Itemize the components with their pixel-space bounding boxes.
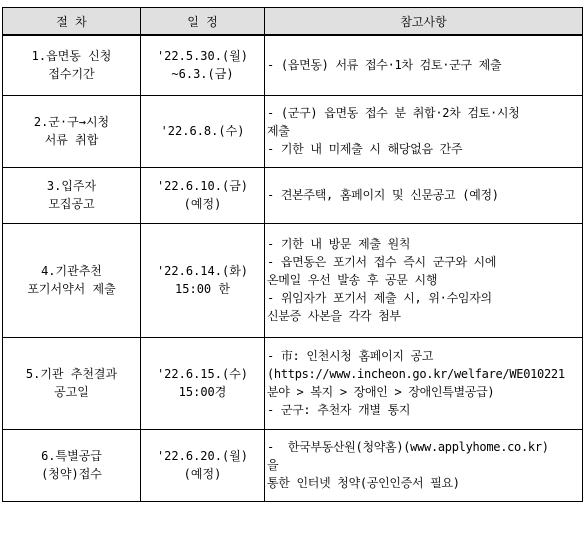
table-row — [3, 35, 583, 95]
date-cell-line: '22.6.10.(금) — [156, 179, 249, 193]
header-step: 절 차 — [3, 8, 141, 36]
step-cell — [3, 429, 141, 501]
step-cell-line: 접수기간 — [48, 67, 95, 82]
step-cell — [3, 35, 141, 95]
date-cell-line: '22.6.14.(화) — [156, 264, 249, 278]
notes-cell-line: (https://www.incheon.go.kr/welfare/WE010221 — [267, 367, 565, 381]
date-cell — [141, 429, 265, 501]
notes-cell-line: - 견본주택, 홈페이지 및 신문공고 (예정) — [267, 188, 499, 202]
table-header — [3, 8, 583, 36]
step-cell-line: 포기서약서 제출 — [27, 282, 116, 296]
notes-cell-line: 제출 — [267, 124, 290, 138]
step-cell-line: 서류 취합 — [44, 133, 99, 147]
notes-cell-line: - 기한 내 미제출 시 해당없음 간주 — [267, 142, 463, 156]
notes-cell-line: - 위임자가 포기서 제출 시, 위·수임자의 — [267, 291, 492, 305]
step-cell-line: 6.특별공급 — [41, 449, 102, 463]
date-cell — [141, 95, 265, 167]
date-cell-line: '22.6.15.(수) — [156, 367, 249, 381]
notes-cell — [265, 35, 583, 95]
notes-cell-line: - 市: 인천시청 홈페이지 공고 — [267, 349, 434, 363]
notes-cell-line: - 한국부동산원(청약홈)(www.applyhome.co.kr) — [267, 440, 549, 454]
table-row — [3, 167, 583, 223]
notes-cell-line: - (군구) 읍면동 접수 분 취합·2차 검토·시청 — [267, 106, 520, 120]
notes-cell-line: - 기한 내 방문 제출 원칙 — [267, 237, 411, 251]
notes-cell-line: 온메일 우선 발송 후 공문 시행 — [267, 273, 438, 287]
date-cell — [141, 167, 265, 223]
date-cell-line: 15:00 한 — [175, 282, 230, 296]
table-row — [3, 429, 583, 501]
step-cell-line: 3.입주자 — [46, 179, 97, 193]
step-cell — [3, 95, 141, 167]
table-row — [3, 95, 583, 167]
notes-cell — [265, 95, 583, 167]
header-date: 일 정 — [141, 8, 265, 36]
date-cell — [141, 223, 265, 337]
date-cell-line: '22.5.30.(월) — [156, 49, 249, 64]
step-cell-line: 1.읍면동 신청 — [31, 49, 112, 64]
date-cell-line: '22.6.20.(월) — [156, 449, 249, 463]
notes-cell-line: 을 — [267, 458, 279, 472]
notes-cell — [265, 429, 583, 501]
step-cell-line: 5.기관 추천결과 — [25, 367, 118, 381]
notes-cell-line: 통한 인터넷 청약(공인인증서 필요) — [267, 476, 460, 490]
date-cell-line: (예정) — [183, 467, 222, 481]
step-cell-line: (청약)접수 — [41, 467, 102, 481]
step-cell — [3, 167, 141, 223]
notes-cell-line: - 군구: 추천자 개별 통지 — [267, 403, 411, 417]
notes-cell — [265, 223, 583, 337]
date-cell-line: (예정) — [183, 197, 222, 211]
date-cell-line: ~6.3.(금) — [171, 67, 234, 82]
date-cell-line: 15:00경 — [178, 385, 227, 399]
notes-cell-line: - 읍면동은 포기서 접수 즉시 군구와 시에 — [267, 255, 497, 269]
step-cell-line: 공고일 — [54, 385, 89, 399]
date-cell — [141, 35, 265, 95]
notes-cell — [265, 337, 583, 429]
notes-cell-line: 분야 > 복지 > 장애인 > 장애인특별공급) — [267, 385, 495, 399]
notes-cell — [265, 167, 583, 223]
date-cell — [141, 337, 265, 429]
header-notes: 참고사항 — [265, 8, 583, 36]
schedule-table — [2, 7, 583, 502]
table-row — [3, 337, 583, 429]
header-row — [3, 8, 583, 36]
notes-cell-line: - (읍면동) 서류 접수·1차 검토·군구 제출 — [267, 58, 502, 73]
step-cell-line: 모집공고 — [48, 197, 95, 211]
step-cell — [3, 223, 141, 337]
table-body — [3, 35, 583, 501]
step-cell-line: 2.군·구→시청 — [33, 115, 110, 129]
step-cell — [3, 337, 141, 429]
notes-cell-line: 신분증 사본을 각각 첨부 — [267, 309, 401, 323]
date-cell-line: '22.6.8.(수) — [160, 124, 245, 138]
table-row — [3, 223, 583, 337]
step-cell-line: 4.기관추천 — [41, 264, 102, 278]
